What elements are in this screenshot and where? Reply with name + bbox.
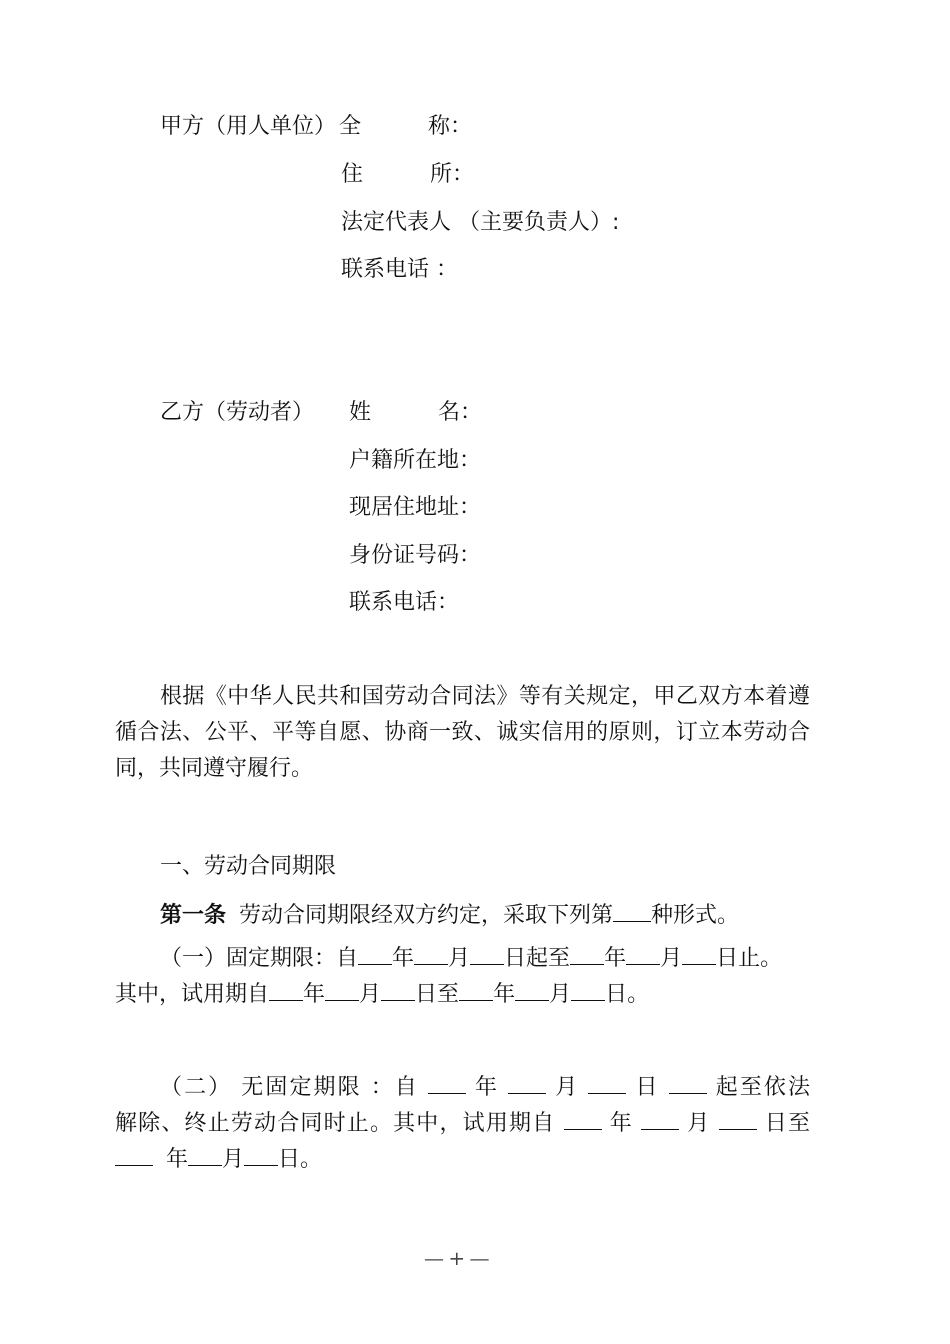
article-1-label: 第一条 bbox=[160, 903, 227, 928]
party-b-id-number-label: 身份证号码： bbox=[349, 543, 482, 568]
party-a-address-label-b: 所： bbox=[430, 162, 475, 187]
month-label: 月 bbox=[222, 1147, 245, 1172]
day-from-label: 日起至 bbox=[504, 946, 571, 971]
blank[interactable] bbox=[115, 1145, 153, 1166]
open-term-line-2 bbox=[115, 1106, 810, 1142]
party-a-legal-rep-label: 法定代表人 （主要负责人）: bbox=[341, 210, 620, 235]
blank[interactable] bbox=[459, 980, 493, 1001]
year-label: 年 bbox=[609, 1111, 633, 1136]
article-1-text-a: 劳动合同期限经双方约定，采取下列第 bbox=[239, 903, 614, 928]
day-label: 日 bbox=[635, 1075, 660, 1100]
party-b-heading: 乙方（劳动者） bbox=[160, 400, 315, 425]
blank[interactable] bbox=[414, 944, 448, 965]
blank[interactable] bbox=[682, 944, 716, 965]
blank[interactable] bbox=[626, 944, 660, 965]
preamble-line-1: 根据《中华人民共和国劳动合同法》等有关规定，甲乙双方本着遵 bbox=[160, 684, 810, 709]
party-b-name-label-a: 姓 bbox=[349, 400, 372, 425]
blank[interactable] bbox=[641, 1109, 679, 1130]
day-until-label: 日止。 bbox=[716, 946, 783, 971]
year-label: 年 bbox=[604, 946, 627, 971]
blank[interactable] bbox=[588, 1073, 626, 1094]
blank[interactable] bbox=[381, 980, 415, 1001]
open-term-line-1 bbox=[115, 1070, 810, 1106]
party-a-full-name-label-a: 全 bbox=[339, 114, 362, 139]
open-term-line-3 bbox=[115, 1142, 810, 1178]
blank[interactable] bbox=[515, 980, 549, 1001]
fixed-term-line-1 bbox=[115, 941, 810, 977]
party-a-heading: 甲方（用人单位） bbox=[160, 114, 337, 139]
blank[interactable] bbox=[570, 944, 604, 965]
year-label: 年 bbox=[166, 1147, 189, 1172]
month-label: 月 bbox=[549, 982, 572, 1007]
open-term-prefix: （二） 无固定期限 ：自 bbox=[160, 1075, 419, 1100]
month-label: 月 bbox=[687, 1111, 711, 1136]
month-label: 月 bbox=[660, 946, 683, 971]
party-a-address-label-a: 住 bbox=[341, 162, 364, 187]
blank[interactable] bbox=[269, 980, 303, 1001]
blank[interactable] bbox=[325, 980, 359, 1001]
day-end-label: 日。 bbox=[605, 982, 650, 1007]
blank[interactable] bbox=[719, 1109, 757, 1130]
fixed-term-prefix: （一）固定期限：自 bbox=[160, 946, 359, 971]
fixed-term-line-2 bbox=[115, 977, 810, 1013]
month-label: 月 bbox=[448, 946, 471, 971]
blank[interactable] bbox=[358, 944, 392, 965]
form-choice-blank[interactable] bbox=[613, 901, 651, 922]
open-term-line2-text: 解除、终止劳动合同时止。其中，试用期自 bbox=[115, 1111, 556, 1136]
preamble-paragraph bbox=[115, 679, 810, 787]
party-a-phone-label: 联系电话 ： bbox=[341, 257, 458, 282]
party-b-hukou-label: 户籍所在地： bbox=[349, 448, 482, 473]
year-label: 年 bbox=[493, 982, 516, 1007]
blank[interactable] bbox=[244, 1145, 278, 1166]
probation-prefix: 其中，试用期自 bbox=[115, 982, 270, 1007]
page-number: — + — bbox=[424, 1246, 489, 1270]
year-label: 年 bbox=[392, 946, 415, 971]
blank[interactable] bbox=[428, 1073, 466, 1094]
preamble-line-3: 同，共同遵守履行。 bbox=[115, 756, 314, 781]
day-label: 日。 bbox=[278, 1147, 323, 1172]
open-term-line2-end: 日至 bbox=[764, 1111, 810, 1136]
section-1-title: 一、劳动合同期限 bbox=[160, 854, 337, 879]
article-1 bbox=[160, 901, 739, 927]
preamble-line-2: 循合法、公平、平等自愿、协商一致、诚实信用的原则，订立本劳动合 bbox=[115, 720, 810, 745]
blank[interactable] bbox=[470, 944, 504, 965]
party-b-phone-label: 联系电话： bbox=[349, 590, 460, 615]
year-label: 年 bbox=[303, 982, 326, 1007]
blank[interactable] bbox=[571, 980, 605, 1001]
article-1-text-b: 种形式。 bbox=[651, 903, 740, 928]
blank[interactable] bbox=[188, 1145, 222, 1166]
year-label: 年 bbox=[475, 1075, 500, 1100]
month-label: 月 bbox=[359, 982, 382, 1007]
blank[interactable] bbox=[508, 1073, 546, 1094]
blank[interactable] bbox=[669, 1073, 707, 1094]
party-a-full-name-label-b: 称： bbox=[428, 114, 473, 139]
day-to-label: 日至 bbox=[415, 982, 460, 1007]
blank[interactable] bbox=[564, 1109, 602, 1130]
party-b-name-label-b: 名： bbox=[438, 400, 483, 425]
month-label: 月 bbox=[555, 1075, 580, 1100]
open-term-line1-end: 起至依法 bbox=[715, 1075, 810, 1100]
fixed-term-paragraph bbox=[115, 941, 810, 1013]
open-term-paragraph bbox=[115, 1070, 810, 1178]
party-b-residence-label: 现居住地址： bbox=[349, 495, 482, 520]
